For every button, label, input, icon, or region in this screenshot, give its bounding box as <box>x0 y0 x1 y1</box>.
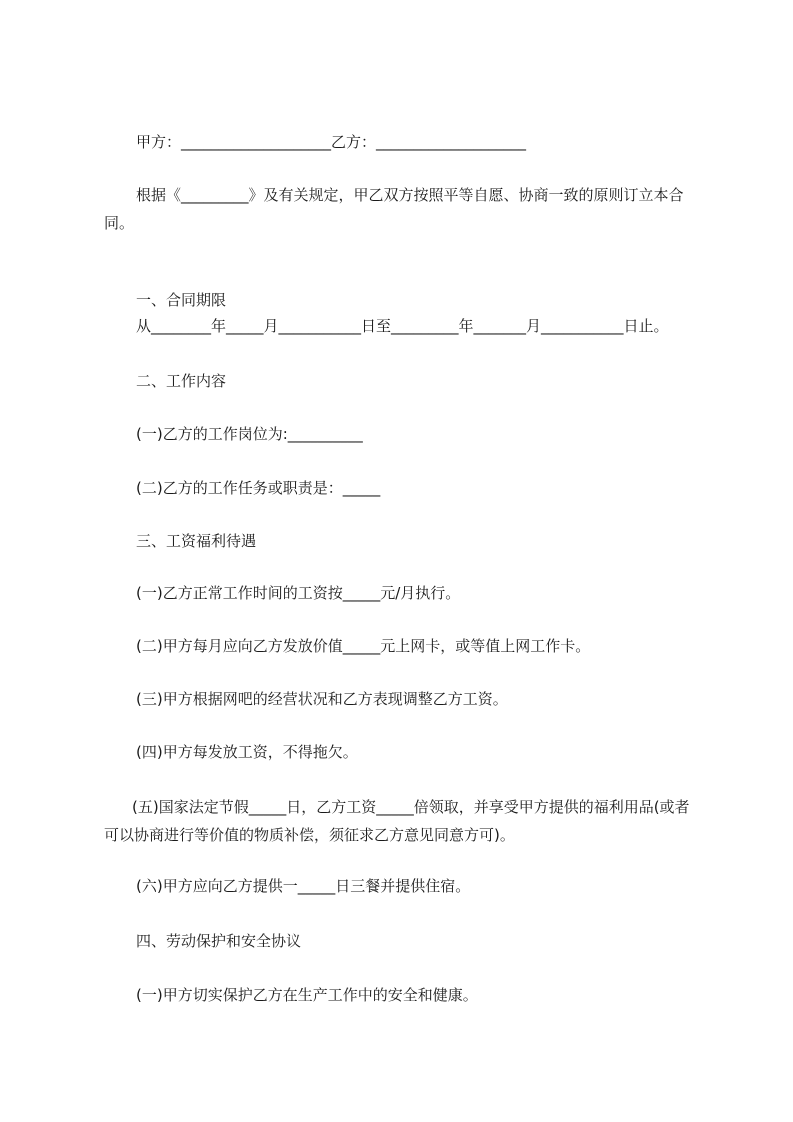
salary-adjust-line: (三)甲方根据网吧的经营状况和乙方表现调整乙方工资。 <box>136 690 508 708</box>
preamble-paragraph: 根据《_________》及有关规定，甲乙双方按照平等自愿、协商一致的原则订立本合同。 <box>104 186 684 232</box>
parties-line: 甲方：____________________乙方：____________________ <box>136 133 527 151</box>
holiday-paragraph: (五)国家法定节假_____日，乙方工资_____倍领取，并享受甲方提供的福利用品(或者可以协商进行等价值的物质补偿，须征求乙方意见同意方可)。 <box>104 798 690 844</box>
work-duty-line: (二)乙方的工作任务或职责是：_____ <box>136 479 381 497</box>
work-position-line: (一)乙方的工作岗位为:__________ <box>136 425 363 443</box>
section-4-heading: 四、劳动保护和安全协议 <box>136 932 302 950</box>
section-1-heading: 一、合同期限 <box>136 291 227 309</box>
safety-line: (一)甲方切实保护乙方在生产工作中的安全和健康。 <box>136 986 478 1004</box>
salary-payment-line: (四)甲方每发放工资，不得拖欠。 <box>136 743 358 761</box>
section-3-heading: 三、工资福利待遇 <box>136 532 257 550</box>
meals-line: (六)甲方应向乙方提供一_____日三餐并提供住宿。 <box>136 877 471 895</box>
section-2-heading: 二、工作内容 <box>136 372 227 390</box>
salary-line: (一)乙方正常工作时间的工资按_____元/月执行。 <box>136 584 461 602</box>
contract-term-line: 从________年_____月___________日至_________年_______月___________日止。 <box>136 317 669 335</box>
internet-card-line: (二)甲方每月应向乙方发放价值_____元上网卡，或等值上网工作卡。 <box>136 637 591 655</box>
